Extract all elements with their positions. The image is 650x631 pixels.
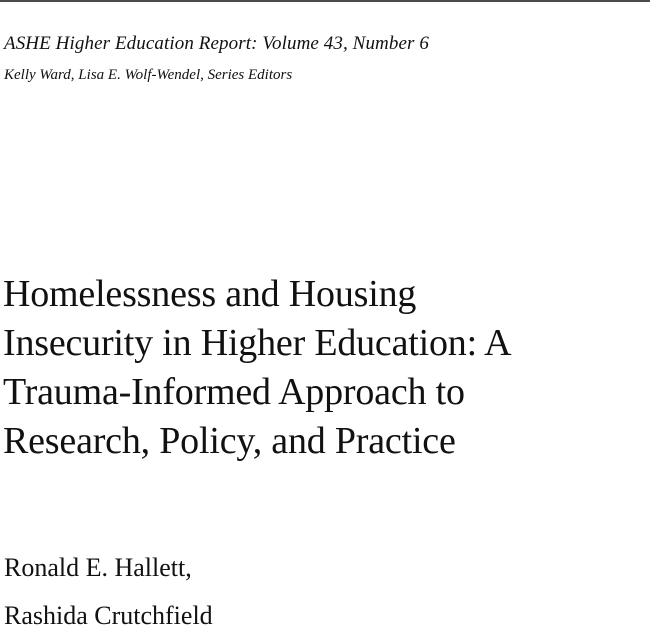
series-report-line: ASHE Higher Education Report: Volume 43, Number 6: [4, 33, 429, 54]
book-title: [3, 270, 643, 466]
author-name-1: Ronald E. Hallett,: [4, 553, 192, 582]
series-editors-line: Kelly Ward, Lisa E. Wolf-Wendel, Series Editors: [4, 67, 293, 83]
top-rule: [0, 0, 650, 2]
book-title-line: Research, Policy, and Practice: [3, 420, 456, 462]
book-title-line: Homelessness and Housing: [3, 273, 417, 315]
book-title-line: Insecurity in Higher Education: A: [3, 322, 512, 364]
author-name-2: Rashida Crutchfield: [4, 601, 213, 630]
book-title-line: Trauma-Informed Approach to: [3, 371, 465, 413]
